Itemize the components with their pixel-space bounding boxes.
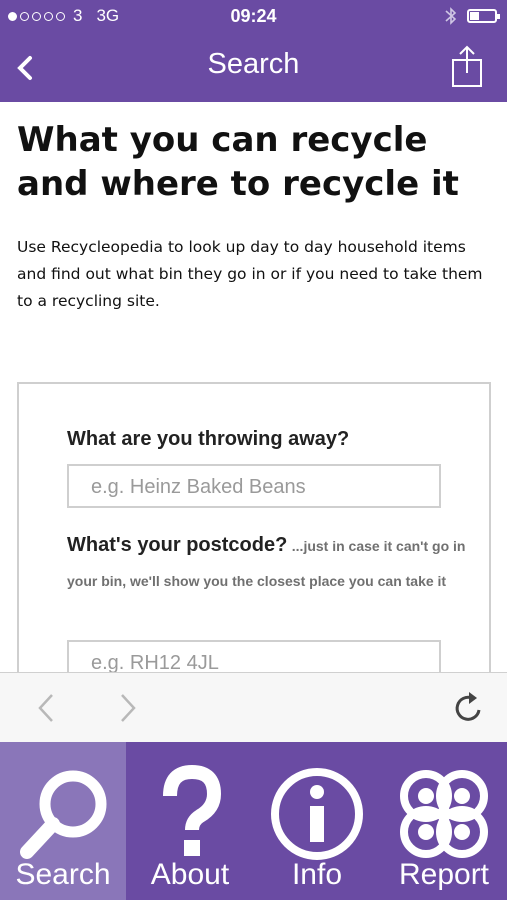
tab-about[interactable] bbox=[127, 742, 253, 900]
tab-report[interactable] bbox=[381, 742, 507, 900]
clover-icon bbox=[394, 764, 494, 864]
carrier-label: 3 bbox=[73, 6, 83, 25]
network-label: 3G bbox=[96, 6, 120, 25]
tab-bar bbox=[0, 742, 507, 900]
tab-about-label: About bbox=[150, 858, 230, 891]
page-title: Search bbox=[207, 48, 300, 80]
status-right bbox=[445, 7, 497, 25]
postcode-input[interactable]: e.g. RH12 4JL bbox=[67, 640, 441, 672]
info-icon bbox=[267, 764, 367, 864]
tab-report-label: Report bbox=[398, 858, 490, 891]
headline: What you can recycle and where to recycle it bbox=[17, 120, 459, 204]
postcode-question bbox=[67, 528, 467, 599]
question-mark-icon bbox=[140, 764, 240, 864]
search-form bbox=[17, 382, 491, 672]
clock: 09:24 bbox=[230, 6, 277, 26]
reload-icon[interactable] bbox=[452, 690, 486, 726]
magnifier-icon bbox=[13, 764, 113, 864]
tab-info-label: Info bbox=[291, 858, 343, 891]
share-icon[interactable] bbox=[449, 44, 485, 88]
tab-search-label: Search bbox=[15, 858, 111, 891]
tab-info[interactable] bbox=[254, 742, 380, 900]
intro-text: Use Recycleopedia to look up day to day household items and find out what bin they go in or if you need to take them to a recycling site. bbox=[17, 238, 483, 310]
bluetooth-icon bbox=[445, 7, 457, 25]
postcode-question-label: What's your postcode? bbox=[67, 534, 288, 556]
item-question-label: What are you throwing away? bbox=[67, 428, 350, 450]
battery-icon bbox=[467, 9, 497, 23]
web-content bbox=[0, 102, 507, 672]
postcode-note: ...just in case it can't go in your bin, we'll show you the closest place you can take it bbox=[67, 538, 466, 589]
browser-toolbar bbox=[0, 672, 507, 743]
back-arrow-icon[interactable] bbox=[32, 691, 60, 725]
status-bar bbox=[0, 0, 507, 34]
item-search-input[interactable]: e.g. Heinz Baked Beans bbox=[67, 464, 441, 508]
navigation-bar bbox=[0, 34, 507, 102]
forward-arrow-icon[interactable] bbox=[114, 691, 142, 725]
tab-search[interactable] bbox=[0, 742, 126, 900]
